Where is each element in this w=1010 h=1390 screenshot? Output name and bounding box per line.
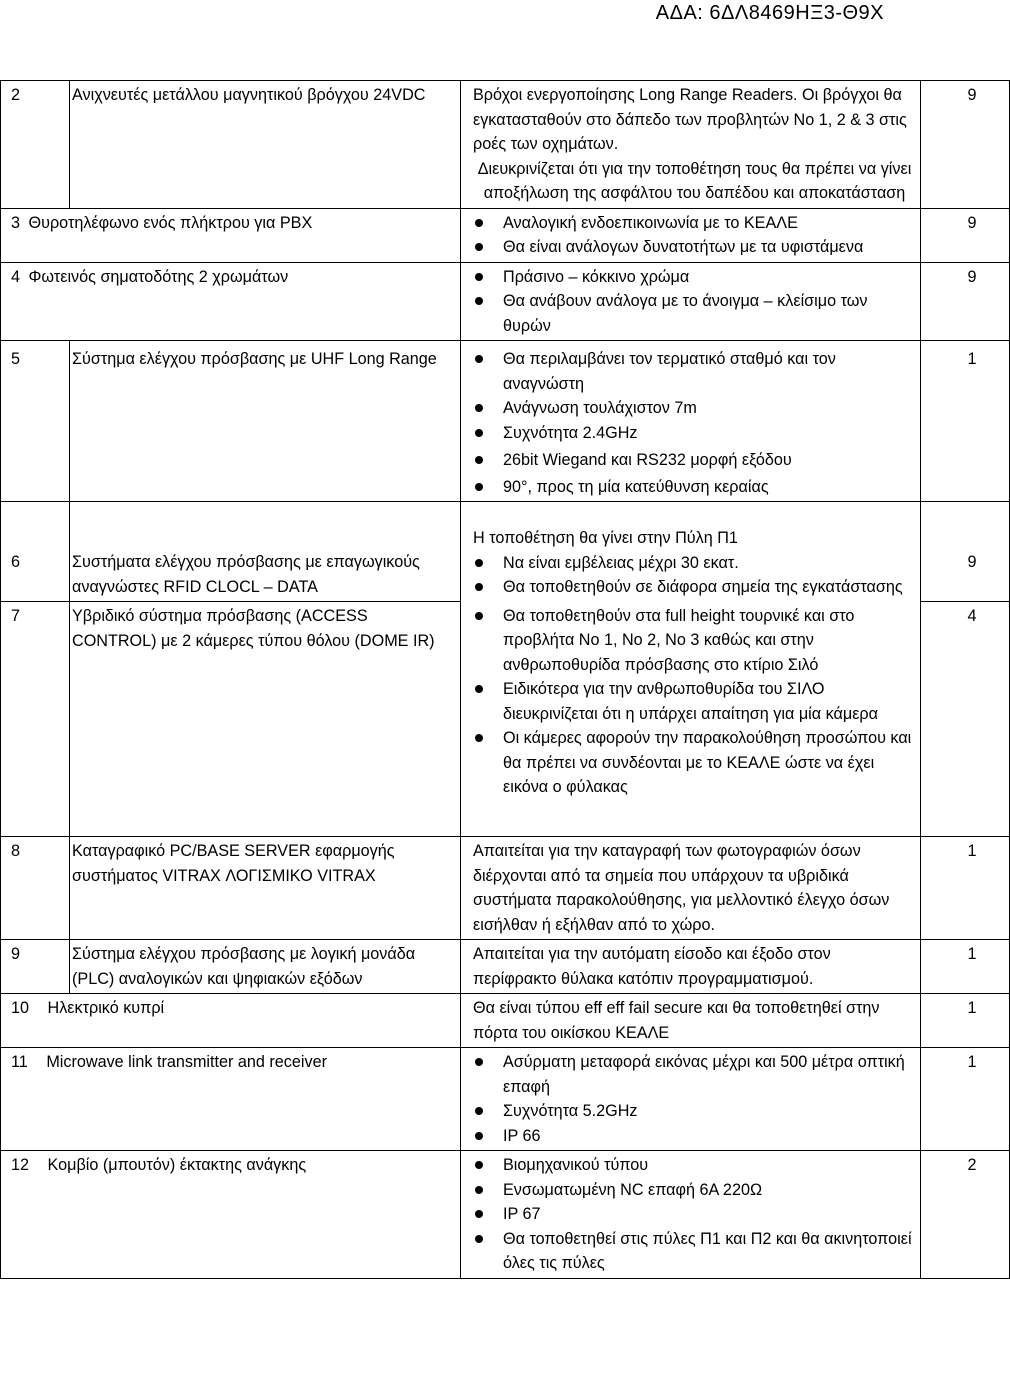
table-row	[1, 262, 1010, 341]
list-item: 90°, προς τη μία κατεύθυνση κεραίας	[503, 475, 916, 500]
item-quantity: 9	[921, 262, 1010, 341]
list-item: Θα τοποθετηθεί στις πύλες Π1 και Π2 και θα ακινητοποιεί όλες τις πύλες	[503, 1227, 916, 1276]
item-description	[461, 502, 921, 837]
item-name: Microwave link transmitter and receiver	[46, 1053, 327, 1071]
item-name: Συστήματα ελέγχου πρόσβασης με επαγωγικούς αναγνώστες RFID CLOCL – DATA	[70, 548, 461, 602]
row-number: 8	[1, 837, 70, 940]
row-number: 11	[11, 1053, 28, 1071]
list-item: Πράσινο – κόκκινο χρώμα	[503, 265, 916, 290]
item-description	[461, 1048, 921, 1151]
item-name: Υβριδικό σύστημα πρόσβασης (ACCESS CONTROL) με 2 κάμερες τύπου θόλου (DOME IR)	[70, 602, 461, 837]
row-number: 5	[1, 341, 70, 502]
ada-header: ΑΔΑ: 6ΔΛ8469ΗΞ3-Θ9Χ	[655, 2, 884, 24]
item-description	[461, 341, 921, 502]
item-name: Φωτεινός σηματοδότης 2 χρωμάτων	[28, 267, 289, 286]
list-item: Ασύρματη μεταφορά εικόνας μέχρι και 500 μέτρα οπτική επαφή	[503, 1050, 916, 1099]
item-description: Απαιτείται για την αυτόματη είσοδο και έξοδο στον περίφρακτο θύλακα κατόπιν προγραμματισμού.	[461, 940, 921, 994]
item-name: Ανιχνευτές μετάλλου μαγνητικού βρόγχου 24VDC	[70, 81, 461, 209]
items-table	[0, 80, 1010, 1279]
list-item: Θα τοποθετηθούν στα full height τουρνικέ και στο προβλήτα Νο 1, Νο 2, Νο 3 καθώς και στην ανθρωποθυρίδα πρόσβασης στο κτίριο Σιλό	[503, 604, 916, 678]
item-quantity: 9	[921, 208, 1010, 262]
row-number: 12	[11, 1156, 30, 1174]
item-quantity: 1	[921, 994, 1010, 1048]
item-description	[461, 81, 921, 209]
list-item: IP 67	[503, 1202, 916, 1227]
item-quantity: 9	[921, 81, 1010, 209]
list-item: Ενσωματωμένη NC επαφή 6A 220Ω	[503, 1178, 916, 1203]
table-row	[1, 940, 1010, 994]
table-row	[1, 208, 1010, 262]
item-description: Απαιτείται για την καταγραφή των φωτογραφιών όσων διέρχονται από τα σημεία που υπάρχουν τα υβριδικά συστήματα παρακολούθησης, για μελλοντικό έλεγχο όσων εισήλθαν ή εξήλθαν από το χώρο.	[461, 837, 921, 940]
item-description: Θα είναι τύπου eff eff fail secure και θα τοποθετηθεί στην πόρτα του οικίσκου ΚΕΑΛΕ	[461, 994, 921, 1048]
table-row	[1, 994, 1010, 1048]
row-number: 9	[1, 940, 70, 994]
list-item: Θα ανάβουν ανάλογα με το άνοιγμα – κλείσιμο των θυρών	[503, 289, 916, 338]
list-item: Ειδικότερα για την ανθρωποθυρίδα του ΣΙΛΟ διευκρινίζεται ότι η υπάρχει απαίτηση για μία κάμερα	[503, 677, 916, 726]
item-quantity: 1	[921, 837, 1010, 940]
item-name: Θυροτηλέφωνο ενός πλήκτρου για PBX	[28, 213, 313, 232]
list-item: Θα περιλαμβάνει τον τερματικό σταθμό και τον αναγνώστη	[503, 347, 916, 396]
item-name: Ηλεκτρικό κυπρί	[47, 999, 165, 1017]
list-item: 26bit Wiegand και RS232 μορφή εξόδου	[503, 448, 916, 473]
table-row	[1, 81, 1010, 209]
list-item: Αναλογική ενδοεπικοινωνία με το ΚΕΑΛΕ	[503, 211, 916, 236]
table-row	[1, 341, 1010, 502]
list-item: Θα τοποθετηθούν σε διάφορα σημεία της εγκατάστασης	[503, 575, 916, 600]
list-item: Συχνότητα 5.2GHz	[503, 1099, 916, 1124]
desc-text: Η τοποθέτηση θα γίνει στην Πύλη Π1	[473, 529, 738, 547]
row-number: 2	[1, 81, 70, 209]
desc-text: Διευκρινίζεται ότι για την τοποθέτηση τους θα πρέπει να γίνει αποξήλωση της ασφάλτου του δαπέδου και αποκατάσταση	[477, 159, 912, 202]
table-row	[1, 1048, 1010, 1151]
item-name: Σύστημα ελέγχου πρόσβασης με λογική μονάδα (PLC) αναλογικών και ψηφιακών εξόδων	[70, 940, 461, 994]
list-item: Ανάγνωση τουλάχιστον 7m	[503, 396, 916, 421]
table-row	[1, 1151, 1010, 1279]
item-description	[461, 208, 921, 262]
desc-text: Βρόχοι ενεργοποίησης Long Range Readers. Οι βρόγχοι θα εγκατασταθούν στο δάπεδο των προβλητών Νο 1, 2 & 3 στις ροές των οχημάτων.	[473, 86, 907, 153]
item-description	[461, 1151, 921, 1279]
item-name: Κομβίο (μπουτόν) έκτακτης ανάγκης	[47, 1156, 307, 1174]
item-name: Καταγραφικό PC/BASE SERVER εφαρμογής συστήματος VITRAX ΛΟΓΙΣΜΙΚΟ VITRAX	[70, 837, 461, 940]
table-row	[1, 837, 1010, 940]
row-number: 10	[11, 999, 30, 1017]
item-quantity: 1	[921, 341, 1010, 502]
item-quantity: 9	[921, 548, 1010, 602]
row-number: 3	[11, 213, 21, 232]
list-item: Οι κάμερες αφορούν την παρακολούθηση προσώπου και θα πρέπει να συνδέονται με το ΚΕΑΛΕ ώστε να έχει εικόνα ο φύλακας	[503, 726, 916, 800]
item-description	[461, 262, 921, 341]
list-item: IP 66	[503, 1124, 916, 1149]
list-item: Βιομηχανικού τύπου	[503, 1153, 916, 1178]
list-item: Συχνότητα 2.4GHz	[503, 421, 916, 446]
list-item: Να είναι εμβέλειας μέχρι 30 εκατ.	[503, 551, 916, 576]
item-quantity: 4	[921, 602, 1010, 837]
item-quantity: 1	[921, 1048, 1010, 1151]
table-row	[1, 502, 1010, 549]
item-name: Σύστημα ελέγχου πρόσβασης με UHF Long Range	[70, 341, 461, 502]
row-number: 7	[1, 602, 70, 837]
row-number: 6	[1, 548, 70, 602]
row-number: 4	[11, 267, 21, 286]
list-item: Θα είναι ανάλογων δυνατοτήτων με τα υφιστάμενα	[503, 235, 916, 260]
item-quantity: 2	[921, 1151, 1010, 1279]
item-quantity: 1	[921, 940, 1010, 994]
